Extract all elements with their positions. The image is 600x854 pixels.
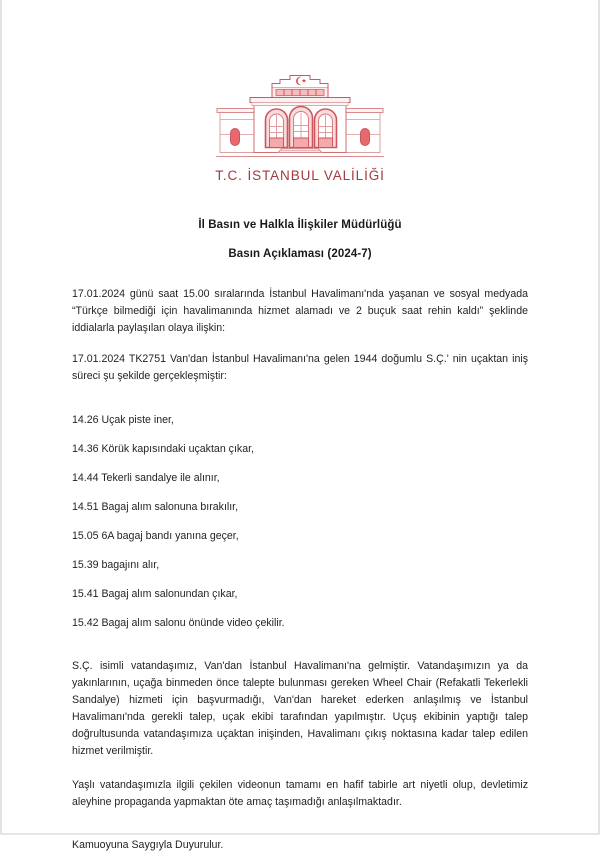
document-body <box>72 286 528 854</box>
closing-statement: Kamuoyuna Saygıyla Duyurulur. <box>72 839 224 851</box>
list-item: 14.26 Uçak piste iner, <box>72 414 174 426</box>
list-item: 15.05 6A bagaj bandı yanına geçer, <box>72 530 239 542</box>
letterhead <box>72 0 528 183</box>
list-item: 15.39 bagajını alır, <box>72 559 160 571</box>
explanation-paragraph-2: Yaşlı vatandaşımızla ilgili çekilen videonun tamamı en hafif tabirle art niyetli olup, devletimiz aleyhine propaganda yapmaktan öte amaç taşımadığı anlaşılmaktadır. <box>72 779 528 808</box>
list-item: 14.36 Körük kapısındaki uçaktan çıkar, <box>72 443 254 455</box>
list-item: 15.41 Bagaj alım salonundan çıkar, <box>72 588 238 600</box>
istanbul-governorship-building-crest-icon <box>210 72 390 164</box>
list-item: 14.51 Bagaj alım salonuna bırakılır, <box>72 501 239 513</box>
explanation-paragraph-1: S.Ç. isimli vatandaşımız, Van'dan İstanbul Havalimanı'na gelmiştir. Vatandaşımızın ya da yakınlarının, uçağa binmeden önce talepte bulunması gereken Wheel Chair (Refakatli Tekerlekli Sandalye) hizmeti için başvurmadığı, Van'dan hareket ederken anlaşılmış ve İstanbul Havalimanı'nda gerekli talep, uçak ekibi tarafından yapılmıştır. Uçuş ekibinin yaptığı talep doğrultusunda vatandaşımıza uçaktan inişinden, Havalimanı çıkış noktasına kadar talep edilen hizmet verilmiştir. <box>72 660 528 757</box>
list-item: 14.44 Tekerli sandalye ile alınır, <box>72 472 220 484</box>
page-title: İl Basın ve Halkla İlişkiler Müdürlüğü <box>198 219 402 231</box>
explanation-section <box>72 658 528 811</box>
timeline-list <box>72 412 528 632</box>
intro-paragraph-1: 17.01.2024 günü saat 15.00 sıralarında İstanbul Havalimanı'nda yaşanan ve sosyal medyada “Türkçe bilmediği için havalimanında hizmet alamadı ve 2 buçuk saat rehin kaldı” şeklinde iddialarla paylaşılan olaya ilişkin: <box>72 288 528 334</box>
document-headings <box>72 219 528 260</box>
page-subtitle: Basın Açıklaması (2024-7) <box>228 248 372 260</box>
logo-caption: T.C. İSTANBUL VALİLİĞİ <box>215 168 385 183</box>
list-item: 15.42 Bagaj alım salonu önünde video çekilir. <box>72 617 285 629</box>
intro-paragraph-2: 17.01.2024 TK2751 Van'dan İstanbul Havalimanı'na gelen 1944 doğumlu S.Ç.' nin uçaktan iniş süreci şu şekilde gerçekleşmiştir: <box>72 353 528 382</box>
